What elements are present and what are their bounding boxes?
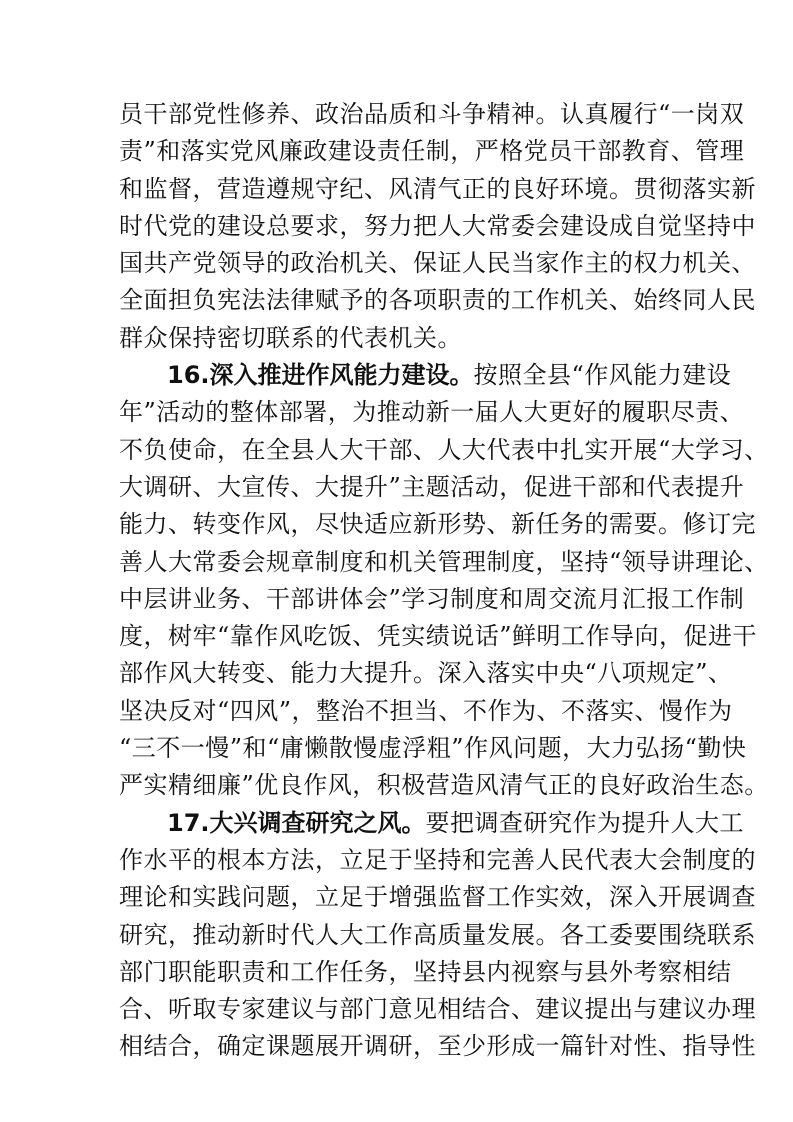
section-16-first-line: [119, 357, 732, 394]
paragraph-line: 时代党的建设总要求，努力把人大常委会建设成自觉坚持中: [119, 211, 756, 240]
paragraph-line: 责”和落实党风廉政建设责任制，严格党员干部教育、管理: [119, 137, 745, 166]
paragraph-line: 国共产党领导的政治机关、保证人民当家作主的权力机关、: [119, 249, 756, 278]
paragraph-line: 研究，推动新时代人大工作高质量发展。各工委要围绕联系: [119, 920, 756, 949]
paragraph-line: 度，树牢“靠作风吃饭、凭实绩说话”鲜明工作导向，促进干: [119, 622, 758, 651]
paragraph-line: 坚决反对“四风”，整治不担当、不作为、不落实、慢作为: [119, 696, 733, 725]
paragraph-line: 相结合，确定课题展开调研，至少形成一篇针对性、指导性: [119, 1032, 756, 1061]
paragraph-line: 员干部党性修养、政治品质和斗争精神。认真履行“一岗双: [119, 100, 745, 128]
paragraph-line: 作水平的根本方法，立足于坚持和完善人民代表大会制度的: [119, 845, 756, 874]
section-17-heading: 17.大兴调查研究之风。: [167, 808, 426, 837]
paragraph-line: 理论和实践问题，立足于增强监督工作实效，深入开展调查: [119, 883, 756, 912]
paragraph-line: 全面担负宪法法律赋予的各项职责的工作机关、始终同人民: [119, 286, 756, 315]
document-body: [119, 96, 769, 1066]
paragraph-line: 不负使命，在全县人大干部、人大代表中扎实开展“大学习、: [119, 435, 769, 464]
paragraph-line: “三不一慢”和“庸懒散慢虚浮粗”作风问题，大力弘扬“勤快: [119, 734, 747, 763]
section-16-first-line-text: 按照全县“作风能力建设: [473, 361, 732, 390]
paragraph-line: 年”活动的整体部署，为推动新一届人大更好的履职尽责、: [119, 398, 745, 427]
section-17-first-line: [119, 805, 745, 842]
paragraph-line: 部门职能职责和工作任务，坚持县内视察与县外考察相结: [119, 957, 732, 986]
paragraph-line: 合、听取专家建议与部门意见相结合、建议提出与建议办理: [119, 995, 756, 1024]
paragraph-line: 善人大常委会规章制度和机关管理制度，坚持“领导讲理论、: [119, 547, 769, 576]
paragraph-line: 中层讲业务、干部讲体会”学习制度和周交流月汇报工作制: [119, 584, 745, 613]
paragraph-line: 部作风大转变、能力大提升。深入落实中央“八项规定”、: [119, 659, 733, 688]
section-16-heading: 16.深入推进作风能力建设。: [167, 361, 474, 390]
paragraph-line: 严实精细廉”优良作风，积极营造风清气正的良好政治生态。: [119, 771, 769, 800]
paragraph-line: 群众保持密切联系的代表机关。: [119, 323, 462, 352]
paragraph-line: 能力、转变作风，尽快适应新形势、新任务的需要。修订完: [119, 510, 756, 539]
paragraph-line: 和监督，营造遵规守纪、风清气正的良好环境。贯彻落实新: [119, 174, 756, 203]
section-17-first-line-text: 要把调查研究作为提升人大工: [425, 808, 745, 837]
paragraph-line: 大调研、大宣传、大提升”主题活动，促进干部和代表提升: [119, 472, 745, 501]
